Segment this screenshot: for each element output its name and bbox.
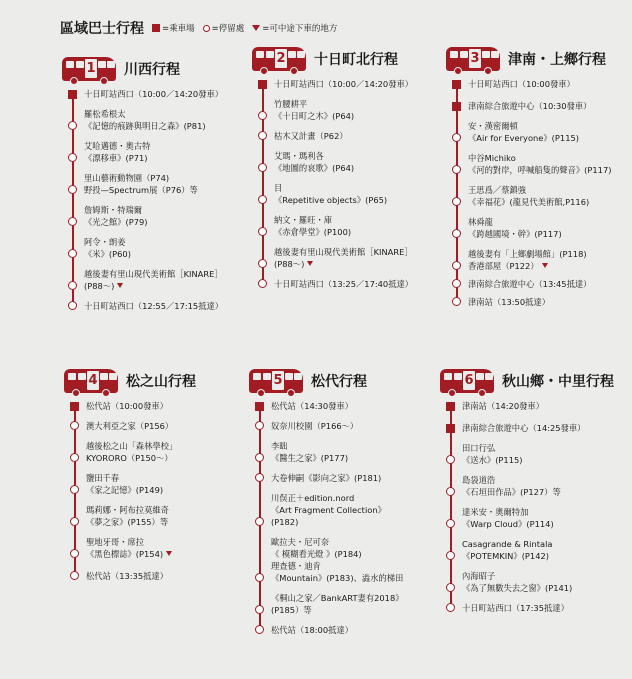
stop-text: 十日町站西口（13:25／17:40抵達） xyxy=(274,279,414,289)
stay-stop xyxy=(462,506,626,530)
stop-text: 安・漢密爾頓 xyxy=(468,121,518,131)
stay-marker-icon xyxy=(446,551,455,560)
route-stop-list xyxy=(446,400,626,614)
stay-marker-icon xyxy=(68,153,77,162)
stay-stop xyxy=(84,236,248,260)
stop-text: 瑪莉娜・阿布拉莫維奇 xyxy=(86,505,169,515)
stay-stop xyxy=(274,214,438,238)
stop-text: 《家之記憶》(P149) xyxy=(86,485,164,495)
stay-stop xyxy=(84,204,248,228)
stop-text: 香港部屋（P122） xyxy=(468,261,539,271)
terminal-marker-icon xyxy=(70,402,79,411)
stop-text: 羅松希根太 xyxy=(84,109,126,119)
stop-text: (P182) xyxy=(271,517,299,527)
legend-stay: =停留處 xyxy=(203,22,245,34)
stop-text: 《石垣田作品》(P127）等 xyxy=(462,487,561,497)
stay-stop xyxy=(274,130,438,142)
stop-text: 枯木又計畫（P62） xyxy=(274,131,348,141)
stop-text: 聖地牙哥・席拉 xyxy=(86,537,145,547)
terminal-stop xyxy=(462,422,626,434)
stay-stop xyxy=(468,184,632,208)
stay-marker-icon xyxy=(258,279,267,288)
dropoff-marker xyxy=(164,551,172,556)
stay-marker-icon xyxy=(446,603,455,612)
stay-marker-icon xyxy=(68,301,77,310)
terminal-stop xyxy=(468,78,632,90)
stop-text: 奴奈川校園（P166〜） xyxy=(271,421,359,431)
stop-text: 《米》(P60) xyxy=(84,249,131,259)
bus-icon xyxy=(249,369,303,393)
stay-stop xyxy=(84,172,248,196)
stop-text: 里山藝術動物園（P74) xyxy=(84,173,170,183)
stop-text: 松代站（13:35抵達） xyxy=(86,571,168,581)
terminal-marker-icon xyxy=(258,80,267,89)
stay-marker-icon xyxy=(258,111,267,120)
stop-text: 《POTEMKIN》(P142) xyxy=(462,551,550,561)
route-name: 川西行程 xyxy=(124,62,180,78)
stay-marker-icon xyxy=(255,573,264,582)
stay-stop xyxy=(86,472,250,496)
stay-stop xyxy=(271,420,435,432)
stop-text: 《Art Fragment Collection》 xyxy=(271,505,386,515)
stay-marker-icon xyxy=(70,549,79,558)
route-3 xyxy=(452,46,632,308)
legend xyxy=(60,16,345,40)
stop-text: 納文・羅旺・庫 xyxy=(274,215,333,225)
stay-marker-icon xyxy=(255,453,264,462)
bus-icon xyxy=(446,47,500,71)
stop-text: 野投—Spectrum展（P76）等 xyxy=(84,185,198,195)
stay-marker-icon xyxy=(68,217,77,226)
stay-marker-icon xyxy=(68,281,77,290)
stay-stop xyxy=(274,98,438,122)
stop-text: Casagrande & Rintala xyxy=(462,539,553,549)
stay-stop xyxy=(274,182,438,206)
dropoff-triangle-icon xyxy=(542,263,548,268)
stay-marker-icon xyxy=(255,421,264,430)
stop-text: 松代站（10:00發車） xyxy=(86,401,168,411)
stay-marker-icon xyxy=(70,421,79,430)
stay-marker-icon xyxy=(70,453,79,462)
bus-icon xyxy=(252,47,306,71)
dropoff-triangle-icon xyxy=(117,283,123,288)
legend-dropoff: =可中途下車的地方 xyxy=(252,22,337,34)
stay-marker-icon xyxy=(258,131,267,140)
terminal-marker-icon xyxy=(452,102,461,111)
route-header xyxy=(440,368,626,394)
stop-text: 目 xyxy=(274,183,283,193)
stop-text: 津南站（14:20發車） xyxy=(462,401,544,411)
route-number: 2 xyxy=(276,51,286,66)
stay-marker-icon xyxy=(70,485,79,494)
stay-stop xyxy=(468,152,632,176)
stay-stop xyxy=(462,538,626,562)
stay-stop xyxy=(468,278,632,290)
route-name: 十日町北行程 xyxy=(314,52,398,68)
stop-text: 越後妻有「上鄉劇場館」(P118) xyxy=(468,249,587,259)
stay-marker-icon xyxy=(258,163,267,172)
route-number: 3 xyxy=(470,51,480,66)
stop-text: 《Warp Cloud》(P114) xyxy=(462,519,554,529)
stop-text: 《Mountain》(P183)、澁水的梯田 xyxy=(271,573,404,583)
stay-marker-icon xyxy=(255,473,264,482)
stop-text: (P88〜) xyxy=(274,259,305,269)
stay-marker-icon xyxy=(255,625,264,634)
stay-stop xyxy=(86,536,250,560)
stay-stop xyxy=(271,592,435,616)
route-header xyxy=(446,46,632,72)
stay-stop xyxy=(468,120,632,144)
stop-text: 十日町站西口（10:00／14:20發車） xyxy=(274,79,414,89)
terminal-marker-icon xyxy=(446,402,455,411)
stop-text: 《幸福花》(龍見代美術館,P116) xyxy=(468,197,590,207)
stay-marker-icon xyxy=(258,195,267,204)
stay-marker-icon xyxy=(446,487,455,496)
stop-text: 歐拉夫・尼可奈 xyxy=(271,537,330,547)
stop-text: 澳大利亞之家（P156） xyxy=(86,421,174,431)
stop-text: 田口行弘 xyxy=(462,443,496,453)
stop-text: 十日町站西口（10:00發車） xyxy=(468,79,575,89)
route-number: 1 xyxy=(86,61,96,76)
stay-stop xyxy=(462,442,626,466)
terminal-stop xyxy=(274,78,438,90)
legend-title: 區域巴士行程 xyxy=(60,21,144,37)
terminal-stop xyxy=(86,400,250,412)
route-4 xyxy=(70,368,250,582)
stop-text: 越後妻有里山現代美術館［KINARE］ xyxy=(84,269,223,279)
route-name: 松之山行程 xyxy=(126,374,196,390)
route-header xyxy=(252,46,438,72)
stop-text: 川俣正＋edition.nord xyxy=(271,493,355,503)
stop-text: 《送水》(P115) xyxy=(462,455,523,465)
stop-text: 李昢 xyxy=(271,441,288,451)
stop-text: 津南站（13:50抵達） xyxy=(468,297,550,307)
bus-icon xyxy=(440,369,494,393)
dropoff-triangle-icon xyxy=(307,261,313,266)
stay-marker-icon xyxy=(203,25,210,32)
stop-text: 《光之館》(P79) xyxy=(84,217,148,227)
stop-text: 津南綜合旅遊中心（10:30發車） xyxy=(468,101,592,111)
route-name: 津南・上鄉行程 xyxy=(508,52,606,68)
terminal-stop xyxy=(84,88,248,100)
stay-stop xyxy=(274,246,438,270)
stay-marker-icon xyxy=(70,517,79,526)
stay-marker-icon xyxy=(258,227,267,236)
stop-text: 內海昭子 xyxy=(462,571,496,581)
stop-text: 津南綜合旅遊中心（13:45抵達） xyxy=(468,279,592,289)
stay-stop xyxy=(86,440,250,464)
dropoff-triangle-icon xyxy=(252,25,260,31)
dropoff-triangle-icon xyxy=(166,551,172,556)
stay-stop xyxy=(271,624,435,636)
stop-text: 《地圖的哀歌》(P64) xyxy=(274,163,355,173)
stop-text: 鹽田千春 xyxy=(86,473,120,483)
stop-text: 越後妻有里山現代美術館［KINARE］ xyxy=(274,247,413,257)
terminal-stop xyxy=(468,100,632,112)
stay-marker-icon xyxy=(452,197,461,206)
stop-text: 王思爲／蔡鎮強 xyxy=(468,185,527,195)
stop-text: 達米安・奧爾特加 xyxy=(462,507,529,517)
stop-text: 十日町站西口（12:55／17:15抵達） xyxy=(84,301,224,311)
stop-text: 越後松之山「森林學校」 xyxy=(86,441,178,451)
stop-text: 十日町站西口（17:35抵達） xyxy=(462,603,569,613)
stop-text: 林舜龍 xyxy=(468,217,493,227)
stay-marker-icon xyxy=(446,455,455,464)
dropoff-marker xyxy=(115,283,123,288)
route-number: 4 xyxy=(88,373,98,388)
stay-marker-icon xyxy=(452,229,461,238)
stop-text: 《河的對岸，呼喊船隻的聲音》(P117) xyxy=(468,165,612,175)
stay-stop xyxy=(86,504,250,528)
legend-terminal: =乘車場 xyxy=(152,22,195,34)
route-header xyxy=(249,368,435,394)
stop-text: KYORORO（P150〜） xyxy=(86,453,173,463)
stop-text: 松代站（14:30發車） xyxy=(271,401,353,411)
stay-stop xyxy=(274,150,438,174)
stop-text: 《 模糊看光燈 》(P184) xyxy=(271,549,362,559)
stop-text: 十日町站西口（10:00／14:20發車） xyxy=(84,89,224,99)
route-2 xyxy=(258,46,438,290)
bus-icon xyxy=(62,57,116,81)
route-number: 5 xyxy=(273,373,283,388)
stop-text: 艾瑪・瑪利各 xyxy=(274,151,324,161)
bus-icon xyxy=(64,369,118,393)
route-header xyxy=(62,56,248,82)
stop-text: 理查德・迪肯 xyxy=(271,561,321,571)
stay-stop xyxy=(468,248,632,272)
stay-stop xyxy=(271,440,435,464)
stop-text: (P88〜) xyxy=(84,281,115,291)
stop-text: 《跨越國境・幹》(P117) xyxy=(468,229,562,239)
stop-text: 詹姆斯・特瑞爾 xyxy=(84,205,143,215)
dropoff-marker xyxy=(540,263,548,268)
stay-stop xyxy=(84,268,248,292)
stay-marker-icon xyxy=(255,517,264,526)
stay-marker-icon xyxy=(452,133,461,142)
stop-text: 《黑色標誌》(P154) xyxy=(86,549,164,559)
stay-stop xyxy=(84,108,248,132)
stay-stop xyxy=(468,216,632,240)
stay-stop xyxy=(271,536,435,584)
route-stop-list xyxy=(68,88,248,312)
stay-stop xyxy=(462,474,626,498)
route-1 xyxy=(68,56,248,312)
stay-marker-icon xyxy=(68,121,77,130)
route-5 xyxy=(255,368,435,636)
stop-text: 《漂移車》(P71) xyxy=(84,153,148,163)
stop-text: 《記憶的痕跡與明日之森》(P81) xyxy=(84,121,206,131)
stay-marker-icon xyxy=(452,297,461,306)
route-stop-list xyxy=(255,400,435,636)
route-header xyxy=(64,368,250,394)
route-6 xyxy=(446,368,626,614)
stay-stop xyxy=(271,492,435,528)
stop-text: 艾哈邁德・奧古特 xyxy=(84,141,151,151)
terminal-stop xyxy=(462,400,626,412)
stop-text: 津南綜合旅遊中心（14:25發車） xyxy=(462,423,586,433)
stop-text: 《醫生之家》(P177) xyxy=(271,453,349,463)
stop-text: 《十日町之木》(P64) xyxy=(274,111,355,121)
stay-marker-icon xyxy=(452,279,461,288)
route-name: 松代行程 xyxy=(311,374,367,390)
stay-stop xyxy=(84,140,248,164)
terminal-marker-icon xyxy=(446,424,455,433)
stay-stop xyxy=(462,570,626,594)
stop-text: 《桐山之家／BankART妻有2018》 xyxy=(271,593,404,603)
stop-text: 竹腰耕平 xyxy=(274,99,308,109)
stay-stop xyxy=(86,420,250,432)
stop-text: 《夢之家》(P155）等 xyxy=(86,517,169,527)
dropoff-marker xyxy=(305,261,313,266)
terminal-marker-icon xyxy=(255,402,264,411)
stay-marker-icon xyxy=(68,185,77,194)
stay-stop xyxy=(462,602,626,614)
stay-marker-icon xyxy=(452,261,461,270)
stop-text: 《Air for Everyone》(P115) xyxy=(468,133,579,143)
stay-marker-icon xyxy=(258,259,267,268)
stay-stop xyxy=(468,296,632,308)
stop-text: 阿令・朗姜 xyxy=(84,237,126,247)
terminal-marker-icon xyxy=(152,24,160,32)
route-stop-list xyxy=(258,78,438,290)
route-stop-list xyxy=(70,400,250,582)
stay-marker-icon xyxy=(446,583,455,592)
stop-text: 中谷Michiko xyxy=(468,153,516,163)
route-name: 秋山鄉・中里行程 xyxy=(502,374,614,390)
stop-text: (P185）等 xyxy=(271,605,312,615)
stay-stop xyxy=(84,300,248,312)
stay-stop xyxy=(271,472,435,484)
stay-marker-icon xyxy=(68,249,77,258)
stay-stop xyxy=(86,570,250,582)
terminal-marker-icon xyxy=(452,80,461,89)
route-number: 6 xyxy=(464,373,474,388)
stop-text: 《赤倉學堂》(P100) xyxy=(274,227,352,237)
stop-text: 島袋道浩 xyxy=(462,475,496,485)
stop-text: 《為了無數失去之窗》(P141) xyxy=(462,583,573,593)
stop-text: 《Repetitive objects》(P65) xyxy=(274,195,388,205)
stay-marker-icon xyxy=(255,605,264,614)
stay-marker-icon xyxy=(446,519,455,528)
terminal-marker-icon xyxy=(68,90,77,99)
route-stop-list xyxy=(452,78,632,308)
terminal-stop xyxy=(271,400,435,412)
stay-marker-icon xyxy=(70,571,79,580)
stop-text: 大卷伸嗣《影向之家》(P181) xyxy=(271,473,382,483)
stay-marker-icon xyxy=(452,165,461,174)
stop-text: 松代站（18:00抵達） xyxy=(271,625,353,635)
stay-stop xyxy=(274,278,438,290)
